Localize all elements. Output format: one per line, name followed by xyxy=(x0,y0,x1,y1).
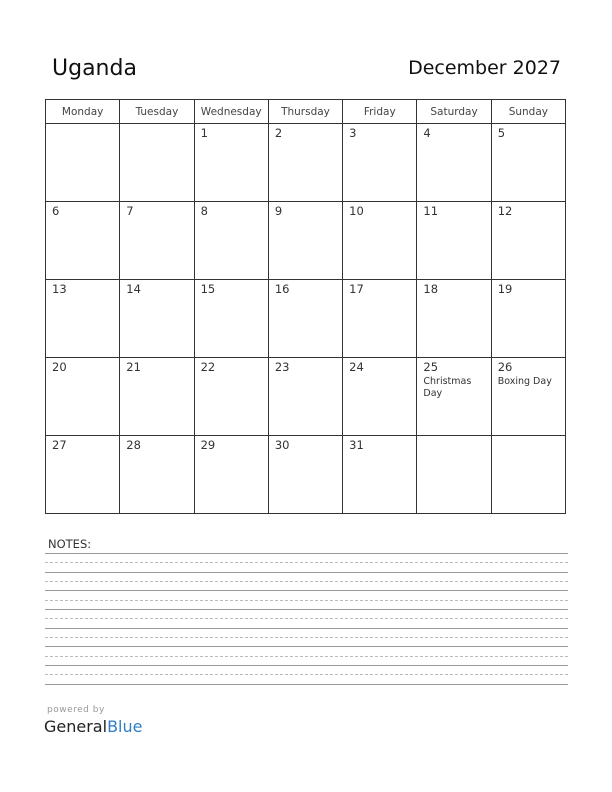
notes-line xyxy=(45,572,568,573)
day-cell xyxy=(268,124,342,202)
day-cell xyxy=(343,124,417,202)
holiday-label: Boxing Day xyxy=(497,376,552,387)
day-number: 22 xyxy=(200,360,216,374)
country-title: Uganda xyxy=(52,56,137,81)
day-number: 19 xyxy=(497,282,513,296)
day-number: 12 xyxy=(497,204,513,218)
day-number: 9 xyxy=(274,204,283,218)
day-cell xyxy=(417,280,491,358)
day-cell xyxy=(491,202,565,280)
notes-line-dashed xyxy=(45,618,568,619)
day-cell xyxy=(194,202,268,280)
day-number: 23 xyxy=(274,360,290,374)
day-cell xyxy=(268,436,342,514)
day-cell xyxy=(120,124,194,202)
day-cell xyxy=(491,124,565,202)
day-cell xyxy=(46,280,120,358)
day-number: 14 xyxy=(126,282,141,296)
day-cell xyxy=(46,202,120,280)
weekday-header: Sunday xyxy=(491,100,565,124)
week-row xyxy=(46,124,566,202)
day-number: 26 xyxy=(497,360,513,374)
day-cell xyxy=(491,280,565,358)
day-number: 11 xyxy=(423,204,439,218)
weekday-header: Tuesday xyxy=(120,100,194,124)
notes-label: NOTES: xyxy=(48,537,92,551)
day-cell xyxy=(120,280,194,358)
day-cell xyxy=(343,358,417,436)
notes-line xyxy=(45,609,568,610)
day-number: 10 xyxy=(349,204,364,218)
notes-line xyxy=(45,646,568,647)
day-cell xyxy=(343,202,417,280)
day-number: 4 xyxy=(423,126,431,140)
weekday-header: Thursday xyxy=(268,100,342,124)
day-cell xyxy=(194,436,268,514)
day-number: 1 xyxy=(200,126,208,140)
day-number: 7 xyxy=(126,204,134,218)
day-number: 24 xyxy=(349,360,364,374)
notes-line xyxy=(45,628,568,629)
week-row xyxy=(46,202,566,280)
day-cell xyxy=(417,436,491,514)
notes-line xyxy=(45,684,568,685)
generalblue-logo[interactable] xyxy=(44,717,142,736)
weekday-header: Friday xyxy=(343,100,417,124)
day-cell xyxy=(268,280,342,358)
day-number: 17 xyxy=(349,282,364,296)
notes-line-dashed xyxy=(45,637,568,638)
holiday-label: Christmas Day xyxy=(423,376,472,399)
day-number: 29 xyxy=(200,438,216,452)
day-number: 8 xyxy=(200,204,208,218)
notes-line-dashed xyxy=(45,674,568,675)
brand-general: General xyxy=(44,717,108,736)
day-number: 31 xyxy=(349,438,364,452)
notes-line xyxy=(45,665,568,666)
week-row xyxy=(46,436,566,514)
day-cell xyxy=(194,358,268,436)
day-number: 13 xyxy=(52,282,67,296)
weekday-header: Monday xyxy=(46,100,120,124)
day-number: 20 xyxy=(52,360,67,374)
day-number: 2 xyxy=(274,126,283,140)
calendar-grid xyxy=(45,99,566,514)
weekday-header-row xyxy=(46,100,566,124)
day-cell xyxy=(268,202,342,280)
day-cell xyxy=(120,358,194,436)
notes-line-dashed xyxy=(45,656,568,657)
day-number: 25 xyxy=(423,360,439,374)
day-number: 16 xyxy=(274,282,290,296)
day-cell xyxy=(343,436,417,514)
notes-line-dashed xyxy=(45,581,568,582)
day-number: 5 xyxy=(497,126,506,140)
day-cell xyxy=(120,436,194,514)
day-cell xyxy=(194,280,268,358)
day-cell xyxy=(417,202,491,280)
day-number: 28 xyxy=(126,438,141,452)
notes-line xyxy=(45,590,568,591)
day-cell xyxy=(268,358,342,436)
notes-line-dashed xyxy=(45,562,568,563)
day-cell xyxy=(46,358,120,436)
day-cell xyxy=(46,436,120,514)
day-cell xyxy=(343,280,417,358)
week-row xyxy=(46,280,566,358)
day-number: 30 xyxy=(274,438,290,452)
day-number: 6 xyxy=(52,204,60,218)
brand-blue: Blue xyxy=(107,717,143,736)
day-number: 27 xyxy=(52,438,67,452)
day-cell xyxy=(46,124,120,202)
powered-by-text: powered by xyxy=(47,705,105,715)
notes-line-dashed xyxy=(45,600,568,601)
weekday-header: Wednesday xyxy=(194,100,268,124)
day-cell xyxy=(491,358,565,436)
week-row xyxy=(46,358,566,436)
day-cell xyxy=(491,436,565,514)
weekday-header: Saturday xyxy=(417,100,491,124)
day-number: 18 xyxy=(423,282,439,296)
day-number: 21 xyxy=(126,360,141,374)
month-title: December 2027 xyxy=(408,57,561,79)
notes-line xyxy=(45,553,568,554)
day-cell xyxy=(417,124,491,202)
day-cell xyxy=(120,202,194,280)
day-number: 15 xyxy=(200,282,216,296)
day-cell xyxy=(417,358,491,436)
day-number: 3 xyxy=(349,126,357,140)
day-cell xyxy=(194,124,268,202)
